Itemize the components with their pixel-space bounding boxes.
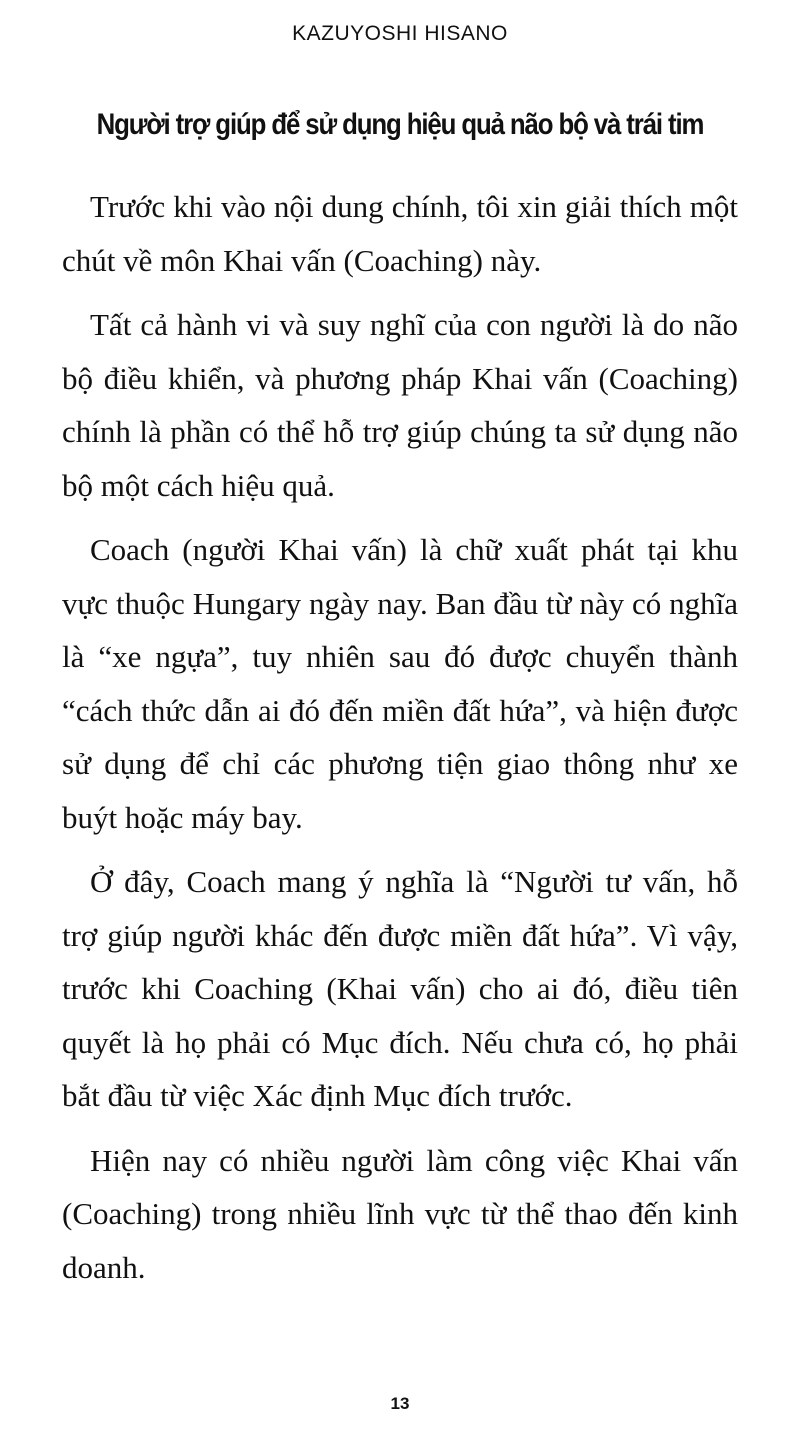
paragraph: Tất cả hành vi và suy nghĩ của con người là do não bộ điều khiển, và phương pháp Khai vấn (Coaching) chính là phần có thể hỗ trợ giúp chúng ta sử dụng não bộ một cách hiệu quả. [62,307,738,503]
body-text [62,180,738,1305]
running-header-author: KAZUYOSHI HISANO [292,22,508,45]
paragraph: Hiện nay có nhiều người làm công việc Khai vấn (Coaching) trong nhiều lĩnh vực từ thể thao đến kinh doanh. [62,1142,738,1285]
paragraph: Coach (người Khai vấn) là chữ xuất phát tại khu vực thuộc Hungary ngày nay. Ban đầu từ này có nghĩa là “xe ngựa”, tuy nhiên sau đó được chuyển thành “cách thức dẫn ai đó đến miền đất hứa”, và hiện được sử dụng để chỉ các phương tiện giao thông như xe buýt hoặc máy bay. [62,532,738,835]
paragraph: Trước khi vào nội dung chính, tôi xin giải thích một chút về môn Khai vấn (Coaching) này. [62,189,738,278]
section-heading: Người trợ giúp để sử dụng hiệu quả não bộ và trái tim [96,108,704,141]
page-number: 13 [390,1394,410,1413]
paragraph: Ở đây, Coach mang ý nghĩa là “Người tư vấn, hỗ trợ giúp người khác đến được miền đất hứa”. Vì vậy, trước khi Coaching (Khai vấn) cho ai đó, điều tiên quyết là họ phải có Mục đích. Nếu chưa có, họ phải bắt đầu từ việc Xác định Mục đích trước. [62,864,738,1113]
